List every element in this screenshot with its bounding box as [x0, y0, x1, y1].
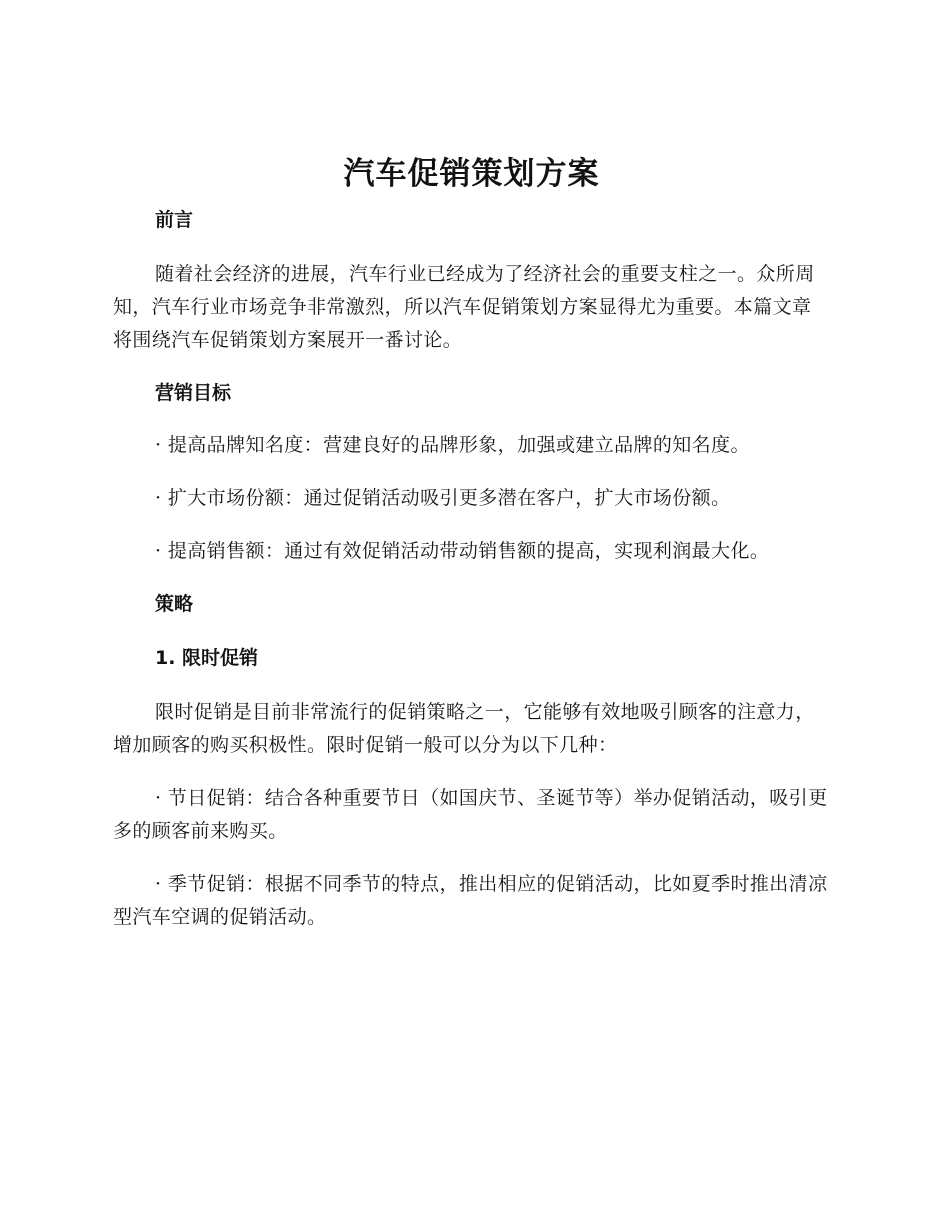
subsection-heading-limited-time: 1. 限时促销 — [155, 647, 259, 669]
preface-paragraph: 随着社会经济的进展，汽车行业已经成为了经济社会的重要支柱之一。众所周知，汽车行业市场竞争非常激烈，所以汽车促销策划方案显得尤为重要。本篇文章将围绕汽车促销策划方案展开一番讨论。 — [113, 263, 815, 351]
goal-item-market-share: · 扩大市场份额：通过促销活动吸引更多潜在客户，扩大市场份额。 — [155, 487, 731, 509]
strategy-item-holiday: · 节日促销：结合各种重要节日（如国庆节、圣诞节等）举办促销活动，吸引更多的顾客前来购买。 — [113, 787, 828, 842]
section-heading-preface: 前言 — [155, 209, 194, 231]
strategy-item-season: · 季节促销：根据不同季节的特点，推出相应的促销活动，比如夏季时推出清凉型汽车空调的促销活动。 — [113, 873, 828, 928]
document-title: 汽车促销策划方案 — [343, 156, 600, 192]
section-heading-strategy: 策略 — [155, 593, 194, 615]
goal-item-brand: · 提高品牌知名度：营建良好的品牌形象，加强或建立品牌的知名度。 — [155, 434, 750, 456]
section-heading-goals: 营销目标 — [155, 382, 232, 404]
goal-item-sales: · 提高销售额：通过有效促销活动带动销售额的提高，实现利润最大化。 — [155, 540, 770, 562]
limited-time-paragraph: 限时促销是目前非常流行的促销策略之一，它能够有效地吸引顾客的注意力，增加顾客的购买积极性。限时促销一般可以分为以下几种： — [113, 701, 815, 756]
